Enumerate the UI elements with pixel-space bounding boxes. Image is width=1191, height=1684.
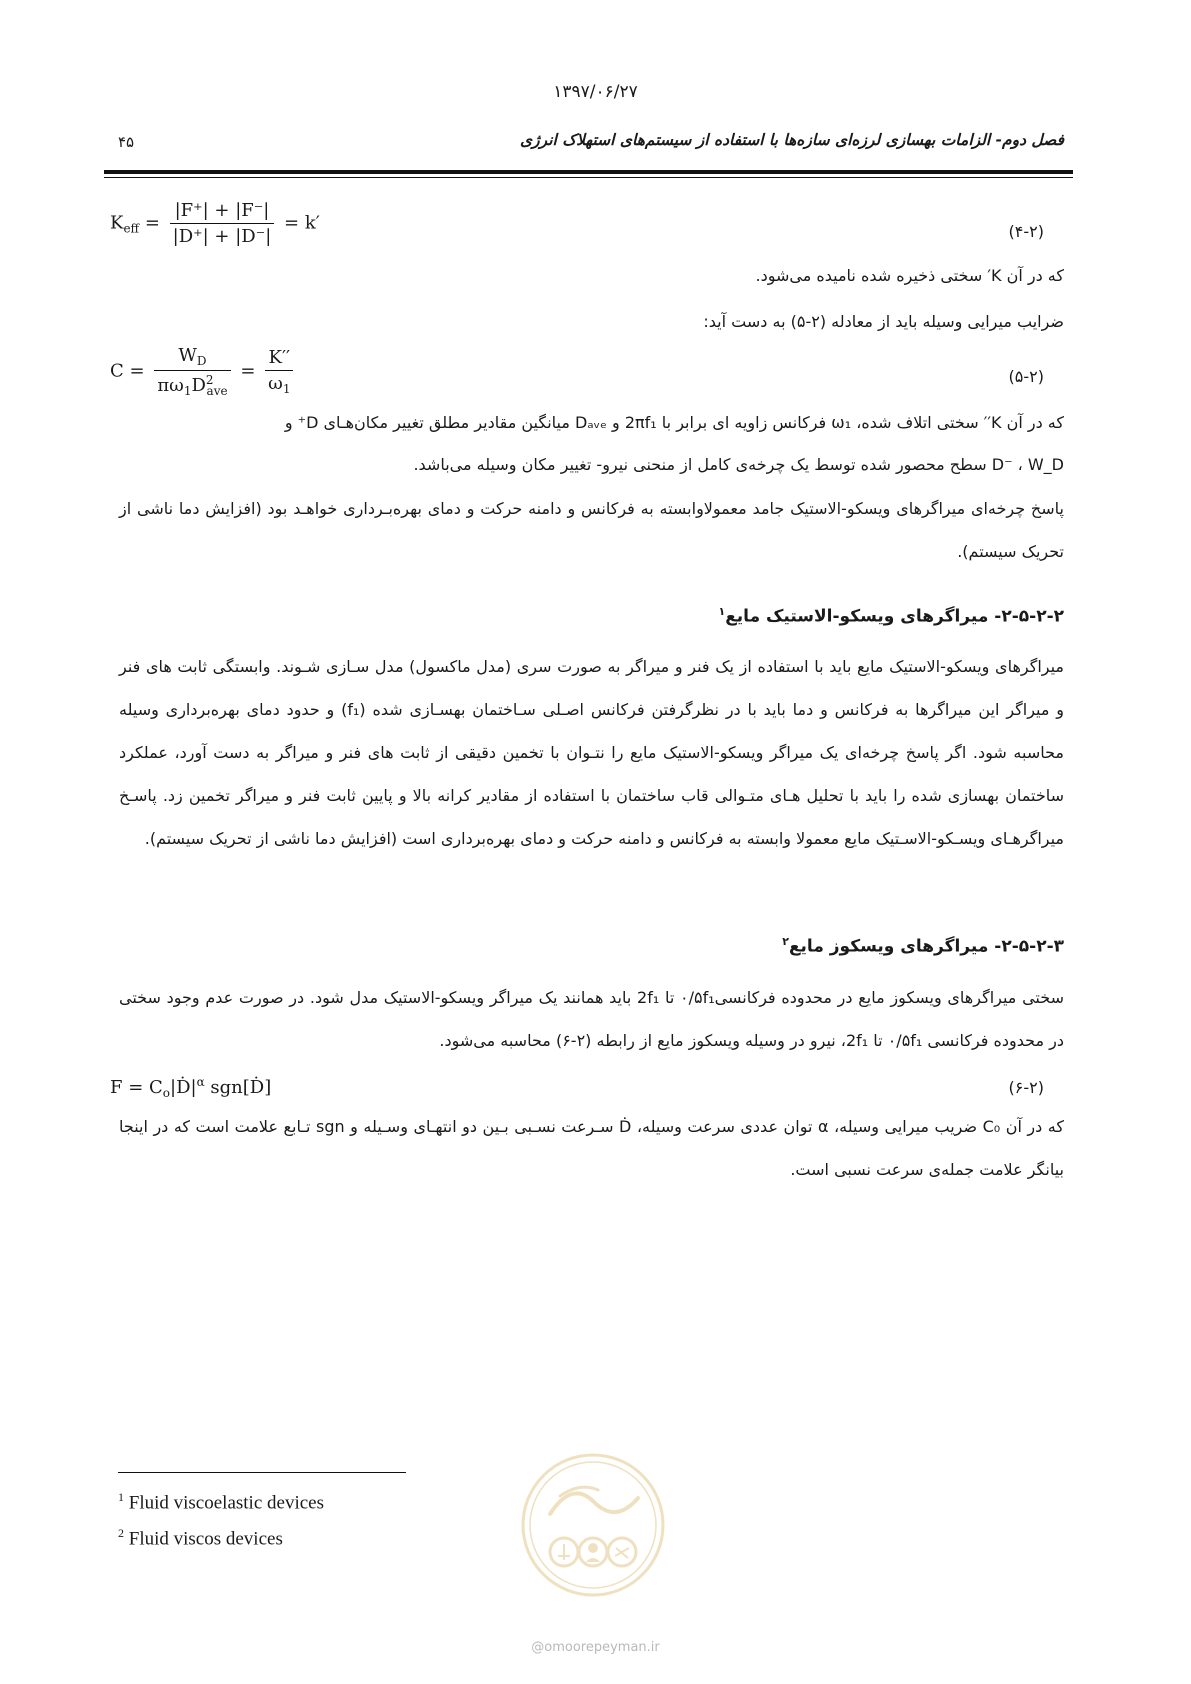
section-heading-fluid-viscous: ۲-۵-۲-۳- میراگرهای ویسکوز مایع$^۲$ xyxy=(782,935,1064,957)
eq4-lhs: K xyxy=(110,212,124,234)
eq4-lhs-sub: eff xyxy=(123,221,140,236)
eq4-denominator: |D⁺| + |D⁻| xyxy=(172,226,272,247)
eq5-frac1-denominator: $\pi\omega_1D^2_{ave}$ xyxy=(157,373,228,398)
eq4-fraction xyxy=(170,200,275,247)
eq5-lhs: C = xyxy=(110,360,145,382)
text-line-where-k2-1: که در آن K′′ سختی اتلاف شده، ω₁ فرکانس زاویه ای برابر با 2πf₁ و Dₐᵥₑ میانگین مقادیر مطلق تغییر مکان‌هـای D⁺ و xyxy=(284,413,1064,432)
website-watermark: @omoorepeyman.ir xyxy=(531,1640,660,1655)
footnote-2: $^2$ Fluid viscos devices xyxy=(118,1526,283,1550)
footnote-ref-1: ۱ xyxy=(718,605,726,618)
page-number: ۴۵ xyxy=(118,133,135,151)
eq4-numerator: |F⁺| + |F⁻| xyxy=(170,200,275,224)
equation-number-5: (۵-۲) xyxy=(1008,367,1044,386)
eq5-frac2-numerator: K′′ xyxy=(265,347,293,371)
text-line-where-k2-2: D⁻ ، W_D سطح محصور شده توسط یک چرخه‌ی کامل از منحنی نیرو- تغییر مکان وسیله می‌باشد. xyxy=(413,455,1064,474)
paragraph-solid-ve-response: پاسخ چرخه‌ای میراگرهای ویسکو-الاستیک جامد معمولاوابسته به فرکانس و دامنه حرکت و دمای بهره‌بـرداری خواهـد بود (افزایش دما ناشی از تحریک سیستم). xyxy=(119,499,1064,561)
header-rule-thin xyxy=(104,177,1073,178)
equation-number-4: (۴-۲) xyxy=(1008,222,1044,241)
eq5-frac1-numerator: $W_D$ xyxy=(154,345,230,371)
equation-damping-c xyxy=(110,345,297,398)
paragraph-viscous-terms: که در آن C₀ ضریب میرایی وسیله، α توان عددی سرعت وسیله، Ḋ سـرعت نسـبی بـین دو انتهـای وسـیله و sgn تـابع علامت است که در اینجا بیانگر علامت جمله‌ی سرعت نسبی است. xyxy=(119,1117,1065,1179)
equation-keff: $K_{eff}$ = $\frac{|F^+| + |F^-|}{|D^+| + |D^-|}$ = k′ xyxy=(110,200,320,247)
equation-viscous-force: $F = C_o|Ḋ|^\alpha$ sgn[Ḋ] xyxy=(110,1075,272,1100)
print-date: ۱۳۹۷/۰۶/۲۷ xyxy=(553,82,638,102)
header-rule-thick xyxy=(104,170,1073,174)
paragraph-fluid-viscous: سختی میراگرهای ویسکوز مایع در محدوده فرکانسی۰/۵f₁ تا 2f₁ باید همانند یک میراگر ویسکو-الاستیک مدل شود. در صورت عدم وجود سختی در محدوده فرکانسی ۰/۵f₁ تا 2f₁، نیرو در وسیله ویسکوز مایع از رابطه (۲-۶) محاسبه می‌شود. xyxy=(119,988,1064,1050)
chapter-title: فصل دوم- الزامات بهسازی لرزه‌ای سازه‌ها با استفاده از سیستم‌های استهلاک انرژی xyxy=(520,131,1064,149)
text-line-k-prime: که در آن K′ سختی ذخیره شده نامیده می‌شود. xyxy=(755,266,1064,285)
footnote-ref-2: ۲ xyxy=(782,935,789,948)
eq5-fraction-1 xyxy=(154,345,230,398)
eq5-equals: = xyxy=(240,360,256,382)
eq5-frac2-denominator: $\omega_1$ xyxy=(268,373,291,396)
section-heading-fluid-viscoelastic: ۲-۵-۲-۲- میراگرهای ویسکو-الاستیک مایع$^۱$ xyxy=(718,605,1064,627)
text-line-damping-intro: ضرایب میرایی وسیله باید از معادله (۲-۵) به دست آید: xyxy=(703,312,1064,331)
footnote-1: $^1$ Fluid viscoelastic devices xyxy=(118,1490,324,1514)
equation-number-6: (۶-۲) xyxy=(1008,1078,1044,1097)
seal-logo xyxy=(520,1452,666,1598)
paragraph-fluid-viscoelastic: میراگرهای ویسکو-الاستیک مایع باید با استفاده از یک فنر و میراگر به صورت سری (مدل ماکسول) مدل سـازی شـوند. وابستگی ثابت های فنر و میراگر این میراگرها به فرکانس و دما باید با در نظرگرفتن فرکانس اصـلی سـاختمان بهسـازی شده (f₁) و حدود دمای بهره‌برداری وسیله محاسبه شود. اگر پاسخ چرخه‌ای یک میراگر ویسکو-الاستیک مایع را نتـوان با تخمین دقیقی از ثابت های فنر و میراگر به دست آورد، عملکرد ساختمان بهسازی شده را باید با تحلیل هـای متـوالی قاب ساختمان با استفاده از مقادیر کرانه بالا و پایین ثابت فنر و میراگر تخمین زد. پاسـخ میراگرهـای ویسـکو-الاسـتیک مایع معمولا وابسته به فرکانس و دامنه حرکت و دمای بهره‌برداری است (افزایش دما ناشی از تحریک سیستم). xyxy=(119,657,1065,848)
eq4-rhs: = k′ xyxy=(284,212,320,234)
footnote-rule xyxy=(118,1472,406,1473)
eq5-fraction-2 xyxy=(265,347,293,396)
